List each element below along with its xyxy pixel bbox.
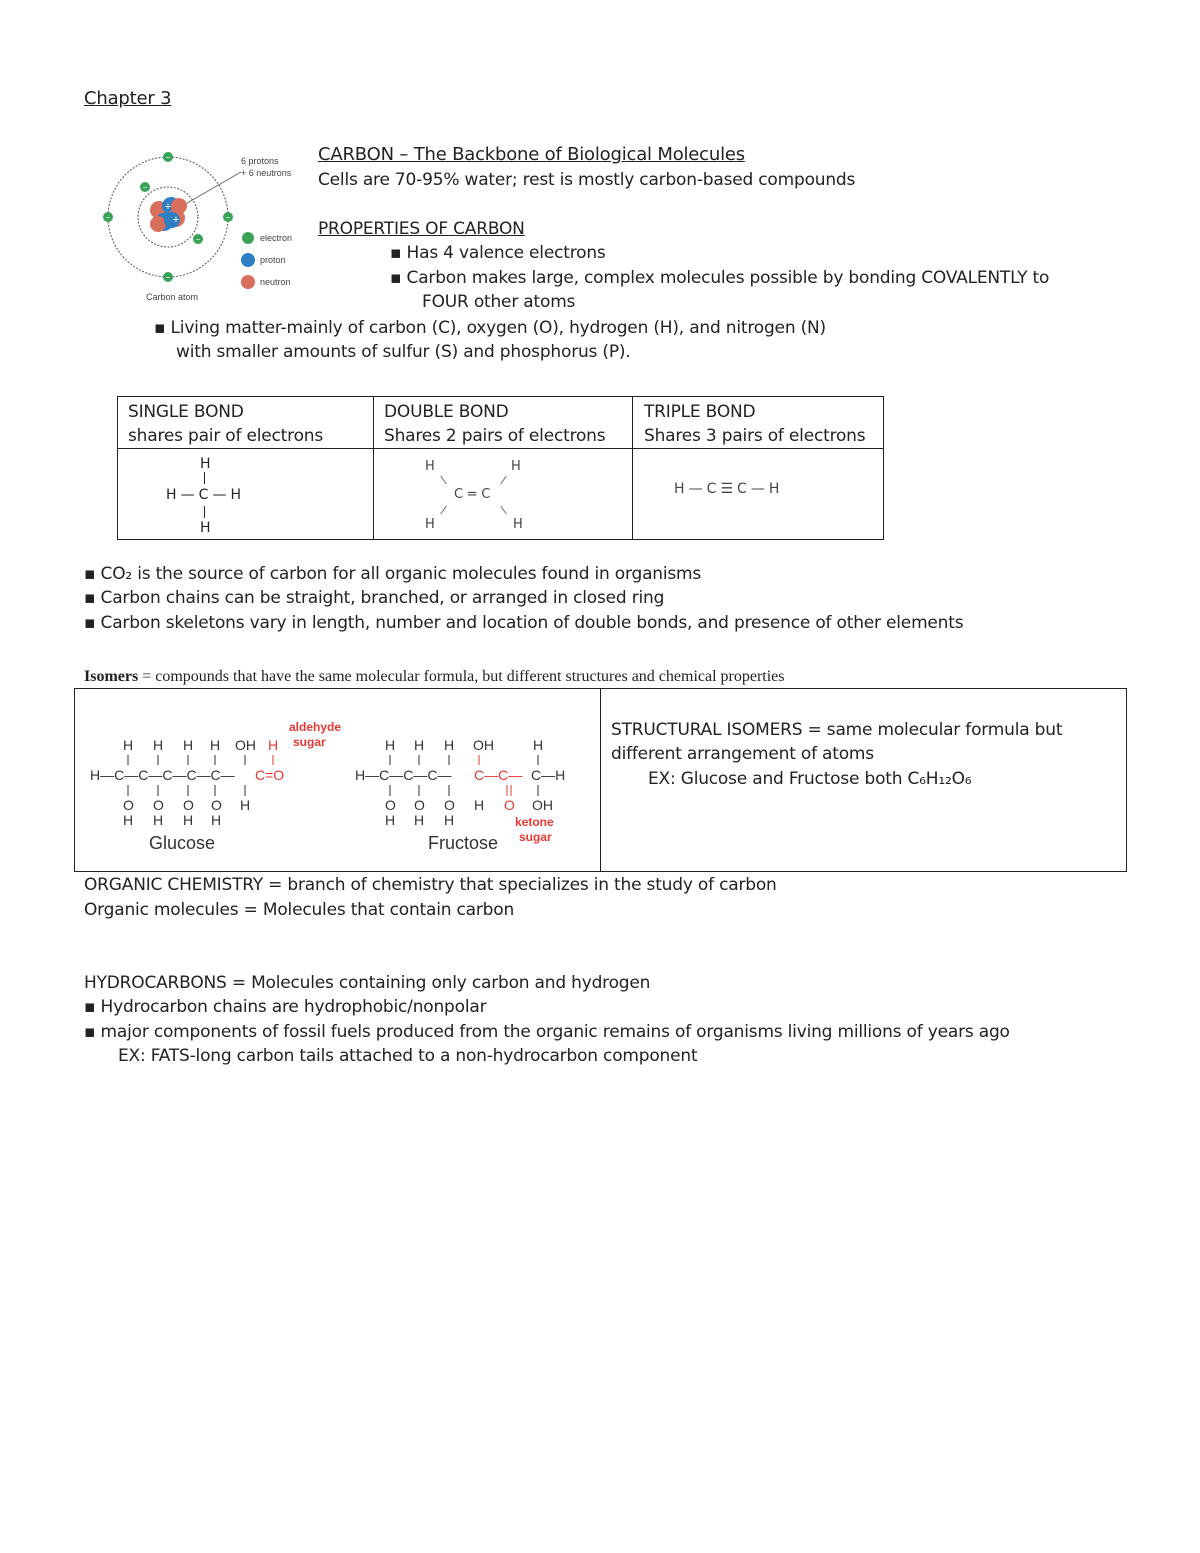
legend-proton: proton bbox=[260, 255, 286, 265]
svg-text:H: H bbox=[153, 812, 164, 828]
double-bond-structure: H H C = C H H bbox=[425, 459, 523, 532]
svg-text:H: H bbox=[414, 737, 425, 753]
single-bond-title: SINGLE BOND bbox=[128, 402, 244, 422]
legend-neutron: neutron bbox=[260, 277, 291, 287]
chapter-title: Chapter 3 bbox=[84, 88, 172, 109]
svg-text:H: H bbox=[210, 737, 221, 753]
ketone-label-1: ketone bbox=[515, 815, 554, 829]
neutrons-label: + 6 neutrons bbox=[241, 168, 292, 178]
svg-text:H: H bbox=[123, 812, 134, 828]
organic-chemistry-definition: ORGANIC CHEMISTRY = branch of chemistry that specializes in the study of carbon bbox=[84, 875, 777, 895]
glucose-fructose-diagram bbox=[83, 701, 595, 861]
svg-text:H: H bbox=[474, 797, 485, 813]
triple-bond-structure: H — C ☰ C — H bbox=[674, 481, 780, 497]
svg-text:H: H bbox=[211, 812, 222, 828]
svg-text:H: H bbox=[444, 737, 455, 753]
glucose-label: Glucose bbox=[149, 833, 216, 853]
svg-text:H: H bbox=[533, 737, 544, 753]
structural-isomers-example: EX: Glucose and Fructose both C₆H₁₂O₆ bbox=[648, 769, 972, 789]
triple-bond-desc: Shares 3 pairs of electrons bbox=[644, 426, 866, 446]
atom-caption: Carbon atom bbox=[146, 292, 199, 302]
svg-text:H: H bbox=[414, 812, 425, 828]
svg-text:C—C—: C—C— bbox=[474, 767, 523, 783]
property-valence: ▪ Has 4 valence electrons bbox=[390, 243, 606, 263]
svg-text:H: H bbox=[240, 797, 251, 813]
property-four-atoms: FOUR other atoms bbox=[422, 292, 576, 312]
svg-text:C—H: C—H bbox=[531, 767, 566, 783]
carbon-atom-diagram bbox=[96, 140, 311, 310]
hydrocarbons-fats-example: EX: FATS-long carbon tails attached to a non-hydrocarbon component bbox=[118, 1046, 698, 1066]
hydrocarbons-hydrophobic: ▪ Hydrocarbon chains are hydrophobic/nonpolar bbox=[84, 997, 487, 1017]
svg-text:O: O bbox=[183, 797, 194, 813]
legend-electron: electron bbox=[260, 233, 293, 243]
aldehyde-label-1: aldehyde bbox=[289, 720, 342, 734]
svg-text:OH: OH bbox=[473, 737, 494, 753]
svg-text:OH: OH bbox=[235, 737, 256, 753]
protons-label: 6 protons bbox=[241, 156, 279, 166]
svg-text:H: H bbox=[123, 737, 134, 753]
svg-text:H: H bbox=[385, 812, 396, 828]
living-matter-line1: ▪ Living matter-mainly of carbon (C), oxygen (O), hydrogen (H), and nitrogen (N) bbox=[154, 318, 826, 338]
svg-text:OH: OH bbox=[532, 797, 553, 813]
triple-bond-title: TRIPLE BOND bbox=[644, 402, 756, 422]
svg-text:H—C—C—C—: H—C—C—C— bbox=[355, 767, 452, 783]
hydrocarbons-definition: HYDROCARBONS = Molecules containing only carbon and hydrogen bbox=[84, 973, 651, 993]
svg-text:−: − bbox=[225, 213, 231, 222]
ketone-label-2: sugar bbox=[519, 830, 552, 844]
svg-text:H: H bbox=[385, 737, 396, 753]
structural-isomers-line2: different arrangement of atoms bbox=[611, 744, 874, 764]
svg-text:H—C—C—C—C—C—: H—C—C—C—C—C— bbox=[90, 767, 235, 783]
svg-text:+: + bbox=[164, 201, 172, 213]
isomers-table bbox=[74, 688, 1127, 872]
carbon-intro: Cells are 70-95% water; rest is mostly carbon-based compounds bbox=[318, 170, 856, 190]
svg-text:O: O bbox=[444, 797, 455, 813]
svg-text:H: H bbox=[183, 737, 194, 753]
fact-co2-source: ▪ CO₂ is the source of carbon for all organic molecules found in organisms bbox=[84, 564, 702, 584]
bonds-table bbox=[117, 396, 884, 540]
isomers-definition-text: = compounds that have the same molecular formula, but different structures and chemical properties bbox=[138, 668, 785, 685]
double-bond-desc: Shares 2 pairs of electrons bbox=[384, 426, 606, 446]
single-bond-desc: shares pair of electrons bbox=[128, 426, 323, 446]
svg-text:−: − bbox=[195, 235, 201, 244]
fact-carbon-chains: ▪ Carbon chains can be straight, branched, or arranged in closed ring bbox=[84, 588, 665, 608]
svg-text:O: O bbox=[123, 797, 134, 813]
svg-text:−: − bbox=[142, 183, 148, 192]
structural-isomers-line1: STRUCTURAL ISOMERS = same molecular formula but bbox=[611, 720, 1063, 740]
svg-text:H: H bbox=[183, 812, 194, 828]
isomers-term: Isomers bbox=[84, 668, 139, 685]
fact-carbon-skeletons: ▪ Carbon skeletons vary in length, number and location of double bonds, and presence of other elements bbox=[84, 613, 964, 633]
svg-text:H: H bbox=[444, 812, 455, 828]
svg-text:−: − bbox=[105, 213, 111, 222]
svg-text:H: H bbox=[153, 737, 164, 753]
hydrocarbons-fossil-fuels: ▪ major components of fossil fuels produced from the organic remains of organisms living millions of years ago bbox=[84, 1022, 1010, 1042]
fructose-label: Fructose bbox=[428, 833, 499, 853]
svg-text:O: O bbox=[504, 797, 515, 813]
single-bond-structure: H H — C — H H bbox=[166, 456, 241, 536]
svg-text:O: O bbox=[211, 797, 222, 813]
svg-text:−: − bbox=[165, 153, 171, 162]
svg-text:H: H bbox=[268, 737, 279, 753]
svg-text:O: O bbox=[385, 797, 396, 813]
property-covalent: ▪ Carbon makes large, complex molecules possible by bonding COVALENTLY to bbox=[390, 268, 1050, 288]
isomers-definition bbox=[84, 668, 785, 686]
living-matter-line2: with smaller amounts of sulfur (S) and phosphorus (P). bbox=[176, 342, 631, 362]
svg-text:−: − bbox=[165, 273, 171, 282]
svg-text:O: O bbox=[414, 797, 425, 813]
carbon-heading: CARBON – The Backbone of Biological Molecules bbox=[318, 144, 745, 165]
svg-text:+: + bbox=[172, 214, 180, 226]
aldehyde-label-2: sugar bbox=[293, 735, 326, 749]
svg-text:O: O bbox=[153, 797, 164, 813]
properties-heading: PROPERTIES OF CARBON bbox=[318, 219, 525, 239]
organic-molecules-definition: Organic molecules = Molecules that contain carbon bbox=[84, 900, 515, 920]
svg-text:C=O: C=O bbox=[255, 767, 285, 783]
double-bond-title: DOUBLE BOND bbox=[384, 402, 509, 422]
